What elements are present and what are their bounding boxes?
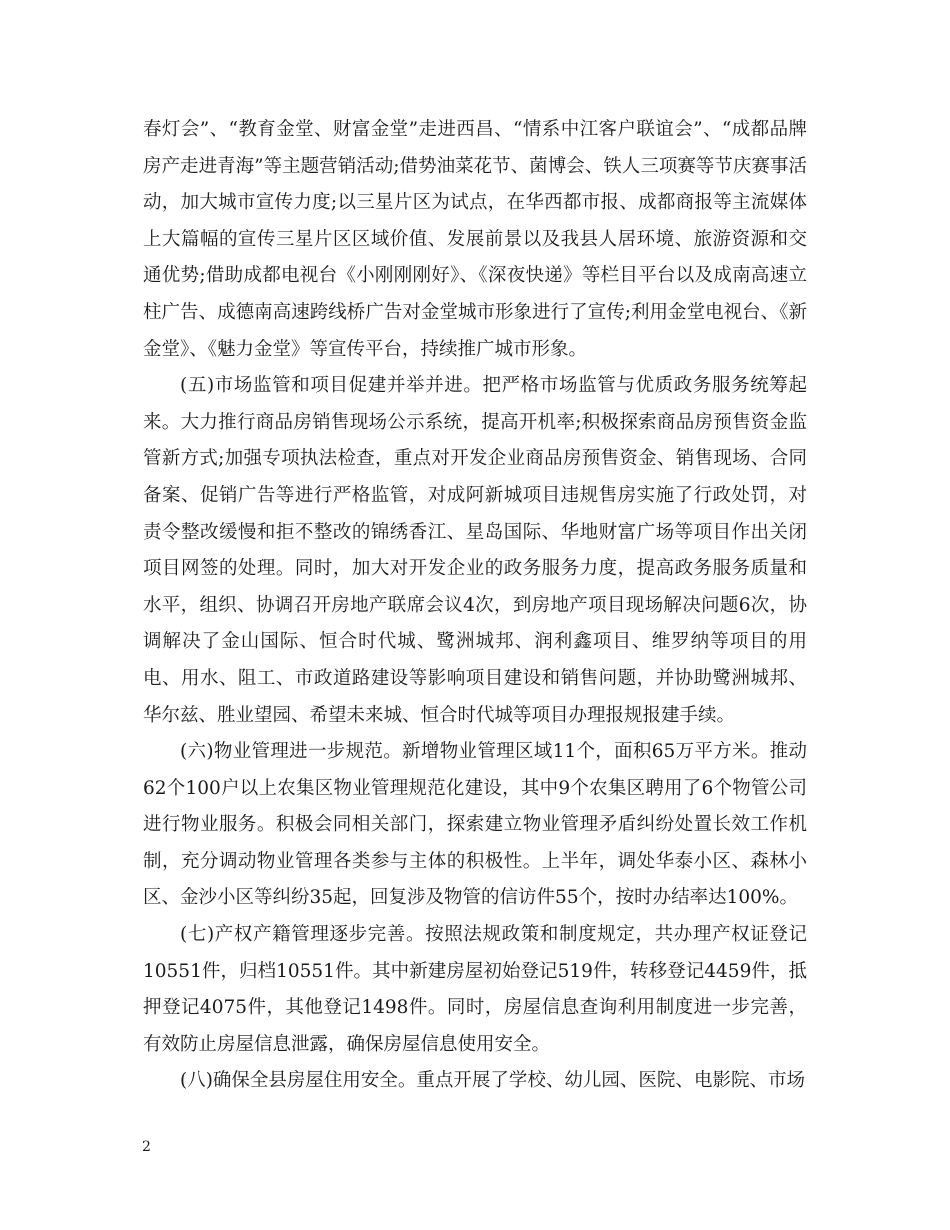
- document-body: [143, 112, 807, 1100]
- page-number: 2: [142, 1139, 151, 1155]
- paragraph-property-rights: (七)产权产籍管理逐步完善。按照法规政策和制度规定，共办理产权证登记10551件，归档10551件。其中新建房屋初始登记519件，转移登记4459件，抵押登记4075件，其他登记1498件。同时，房屋信息查询利用制度进一步完善，有效防止房屋信息泄露，确保房屋信息使用安全。: [143, 924, 807, 1055]
- paragraph-market-supervision: (五)市场监管和项目促建并举并进。把严格市场监管与优质政务服务统筹起来。大力推行商品房销售现场公示系统，提高开机率;积极探索商品房预售资金监管新方式;加强专项执法检查，重点对开发企业商品房预售资金、销售现场、合同备案、促销广告等进行严格监管，对成阿新城项目违规售房实施了行政处罚，对责令整改缓慢和拒不整改的锦绣香江、星岛国际、华地财富广场等项目作出关闭项目网签的处理。同时，加大对开发企业的政务服务力度，提高政务服务质量和水平，组织、协调召开房地产联席会议4次，到房地产项目现场解决问题6次，协调解决了金山国际、恒合时代城、鹭洲城邦、润利鑫项目、维罗纳等项目的用电、用水、阻工、市政道路建设等影响项目建设和销售问题，并协助鹭洲城邦、华尔兹、胜业望园、希望未来城、恒合时代城等项目办理报规报建手续。: [143, 375, 807, 726]
- paragraph-property-management: (六)物业管理进一步规范。新增物业管理区域11个，面积65万平方米。推动62个100户以上农集区物业管理规范化建设，其中9个农集区聘用了6个物管公司进行物业服务。积极会同相关部门，探索建立物业管理矛盾纠纷处置长效工作机制，充分调动物业管理各类参与主体的积极性。上半年，调处华泰小区、森林小区、金沙小区等纠纷35起，回复涉及物管的信访件55个，按时办结率达100%。: [143, 741, 807, 909]
- paragraph-housing-safety: (八)确保全县房屋住用安全。重点开展了学校、幼儿园、医院、电影院、市场: [180, 1070, 805, 1092]
- paragraph-promotion: 春灯会”、“教育金堂、财富金堂”走进西昌、“情系中江客户联谊会”、“成都品牌房产走进青海”等主题营销活动;借势油菜花节、菌博会、铁人三项赛等节庆赛事活动，加大城市宣传力度;以三星片区为试点，在华西都市报、成都商报等主流媒体上大篇幅的宣传三星片区区域价值、发展前景以及我县人居环境、旅游资源和交通优势;借助成都电视台《小刚刚刚好》、《深夜快递》等栏目平台以及成南高速立柱广告、成德南高速跨线桥广告对金堂城市形象进行了宣传;利用金堂电视台、《新金堂》、《魅力金堂》等宣传平台，持续推广城市形象。: [143, 119, 807, 360]
